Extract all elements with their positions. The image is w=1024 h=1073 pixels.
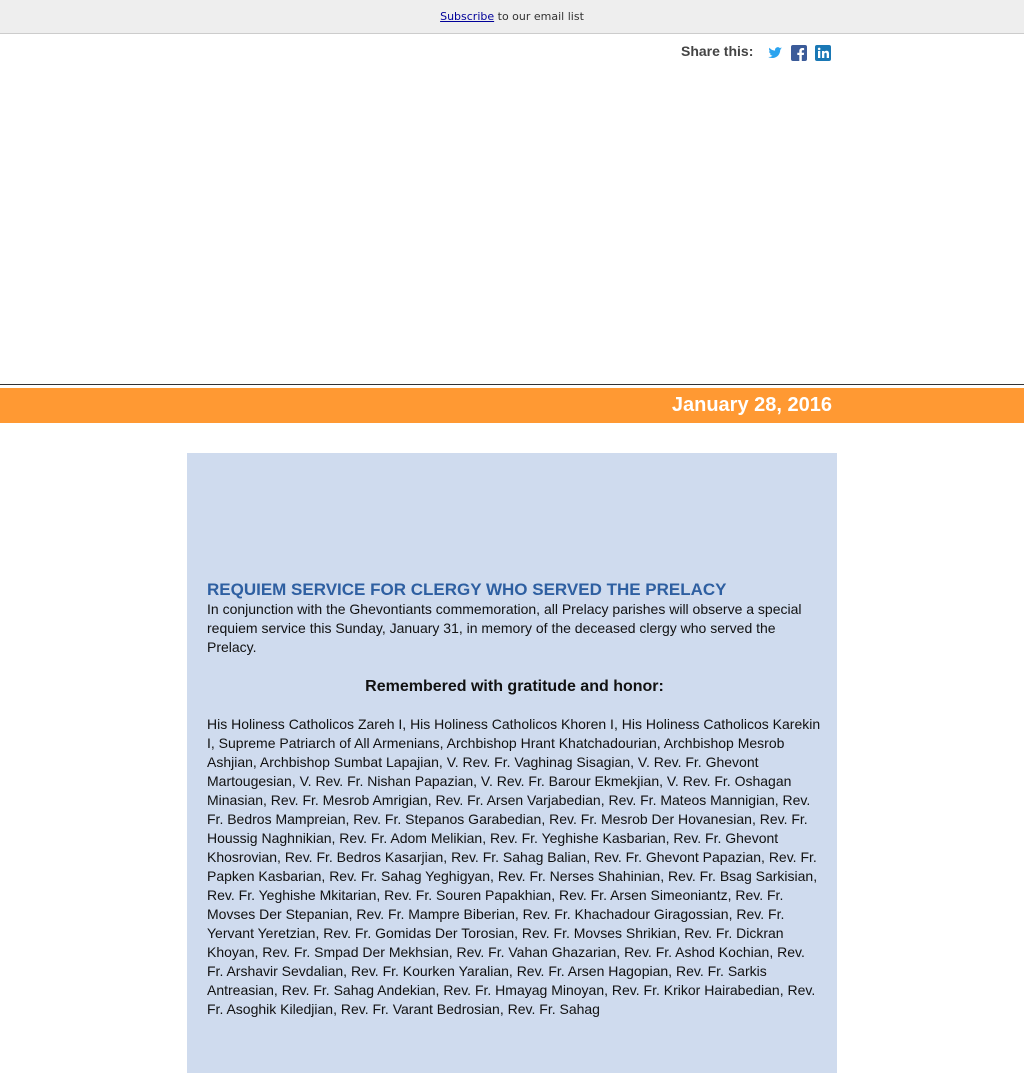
- clergy-names: His Holiness Catholicos Zareh I, His Holiness Catholicos Khoren I, His Holiness Catholicos Karekin I, Supreme Patriarch of All Armenians, Archbishop Hrant Khatchadourian, Archbishop Mesrob Ashjian, Archbishop Sumbat Lapajian, V. Rev. Fr. Vaghinag Sisagian, V. Rev. Fr. Ghevont Martougesian, V. Rev. Fr. Nishan Papazian, V. Rev. Fr. Barour Ekmekjian, V. Rev. Fr. Oshagan Minasian, Rev. Fr. Mesrob Amrigian, Rev. Fr. Arsen Varjabedian, Rev. Fr. Mateos Mannigian, Rev. Fr. Bedros Mampreian, Rev. Fr. Stepanos Garabedian, Rev. Fr. Mesrob Der Hovanesian, Rev. Fr. Houssig Naghnikian, Rev. Fr. Adom Melikian, Rev. Fr. Yeghishe Kasbarian, Rev. Fr. Ghevont Khosrovian, Rev. Fr. Bedros Kasarjian, Rev. Fr. Sahag Balian, Rev. Fr. Ghevont Papazian, Rev. Fr. Papken Kasbarian, Rev. Fr. Sahag Yeghigyan, Rev. Fr. Nerses Shahinian, Rev. Fr. Bsag Sarkisian, Rev. Fr. Yeghishe Mkitarian, Rev. Fr. Souren Papakhian, Rev. Fr. Arsen Simeoniantz, Rev. Fr. Movses Der Stepanian, Rev. Fr. Mampre Biberian, Rev. Fr. Khachadour Giragossian, Rev. Fr. Yervant Yeretzian, Rev. Fr. Gomidas Der Torosian, Rev. Fr. Movses Shrikian, Rev. Fr. Dickran Khoyan, Rev. Fr. Smpad Der Mekhsian, Rev. Fr. Vahan Ghazarian, Rev. Fr. Ashod Kochian, Rev. Fr. Arshavir Sevdalian, Rev. Fr. Kourken Yaralian, Rev. Fr. Arsen Hagopian, Rev. Fr. Sarkis Antreasian, Rev. Fr. Sahag Andekian, Rev. Fr. Hmayag Minoyan, Rev. Fr. Krikor Hairabedian, Rev. Fr. Asoghik Kiledjian, Rev. Fr. Varant Bedrosian, Rev. Fr. Sahag: [207, 716, 821, 1017]
- share-label: Share this:: [681, 43, 754, 59]
- article-intro: In conjunction with the Ghevontiants commemoration, all Prelacy parishes will observe a special requiem service this Sunday, January 31, in memory of the deceased clergy who served the Prelacy.: [207, 601, 802, 655]
- article-subhead: Remembered with gratitude and honor:: [365, 678, 664, 695]
- issue-date: January 28, 2016: [671, 394, 832, 416]
- subscribe-suffix: to our email list: [494, 10, 584, 23]
- article-panel: [187, 453, 837, 1073]
- twitter-icon[interactable]: [767, 45, 783, 61]
- linkedin-icon[interactable]: [815, 45, 831, 61]
- date-banner: [0, 388, 1024, 423]
- header-divider: [0, 384, 1024, 385]
- article-headline: REQUIEM SERVICE FOR CLERGY WHO SERVED THE PRELACY: [207, 580, 727, 599]
- share-bar: [681, 42, 839, 64]
- subscribe-link[interactable]: Subscribe: [440, 10, 495, 23]
- article-body: [207, 580, 822, 1019]
- subscribe-bar: [0, 0, 1024, 34]
- facebook-icon[interactable]: [791, 45, 807, 61]
